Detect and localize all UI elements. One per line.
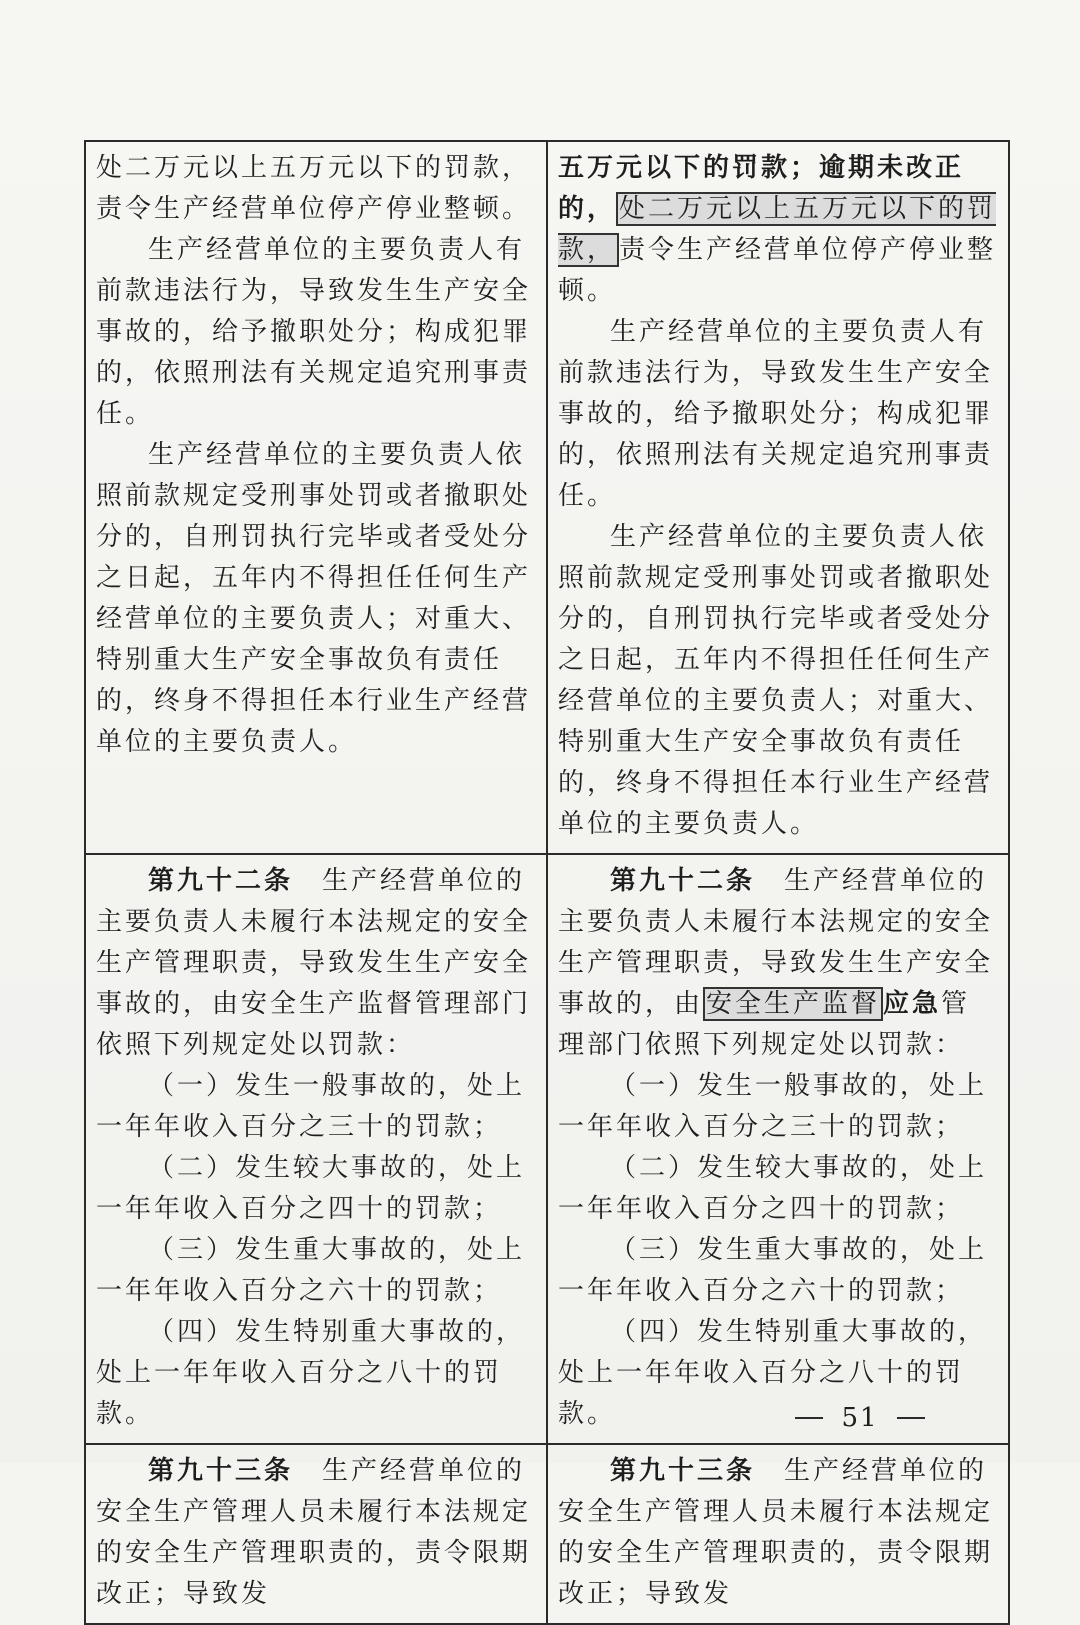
article-number: 第九十二条 (148, 866, 294, 896)
list-item: （三）发生重大事故的，处上一年年收入百分之六十的罚款； (96, 1235, 526, 1306)
paragraph (96, 1451, 536, 1615)
right-cell (547, 1444, 1009, 1624)
right-cell (547, 141, 1009, 854)
paragraph: 生产经营单位的主要负责人有前款违法行为，导致发生生产安全事故的，给予撤职处分；构成犯罪的，依照刑法有关规定追究刑事责任。 (96, 235, 532, 429)
paragraph (558, 1451, 998, 1615)
table-row (85, 1444, 1009, 1624)
left-cell (85, 854, 547, 1444)
paragraph: 生产经营单位的主要负责人有前款违法行为，导致发生生产安全事故的，给予撤职处分；构成犯罪的，依照刑法有关规定追究刑事责任。 (558, 317, 994, 511)
paragraph (558, 148, 998, 312)
left-cell (85, 141, 547, 854)
list-item: （四）发生特别重大事故的，处上一年年收入百分之八十的罚款。 (96, 1317, 526, 1429)
list-item: （二）发生较大事故的，处上一年年收入百分之四十的罚款； (96, 1153, 526, 1224)
plain-text: 管理部门依照下列规定处以罚款： (558, 989, 971, 1060)
paragraph: 生产经营单位的主要负责人依照前款规定受刑事处罚或者撤职处分的，自刑罚执行完毕或者受处分之日起，五年内不得担任任何生产经营单位的主要负责人；对重大、特别重大生产安全事故负有责任的，终身不得担任本行业生产经营单位的主要负责人。 (96, 440, 532, 757)
right-cell (547, 854, 1009, 1444)
list-item: （四）发生特别重大事故的，处上一年年收入百分之八十的罚款。 (558, 1317, 988, 1429)
bold-text: 应急 (883, 989, 942, 1019)
paragraph: 生产经营单位的主要负责人依照前款规定受刑事处罚或者撤职处分的，自刑罚执行完毕或者受处分之日起，五年内不得担任任何生产经营单位的主要负责人；对重大、特别重大生产安全事故负有责任的，终身不得担任本行业生产经营单位的主要负责人。 (558, 522, 994, 839)
plain-text: 生产经营单位的主要负责人未履行本法规定的安全生产管理职责，导致发生生产安全事故的，由 (558, 866, 994, 1019)
dash-left (795, 1417, 823, 1419)
bold-text: 五万元以下的罚款；逾期未改正的， (558, 153, 965, 224)
highlighted-text: 处二万元以上五万元以下的罚款， (558, 194, 997, 265)
paragraph (558, 861, 998, 1066)
left-cell (85, 1444, 547, 1624)
page-number: 51 (841, 1403, 879, 1433)
dash-right (897, 1417, 925, 1419)
highlighted-text: 安全生产监督 (703, 987, 883, 1021)
list-item: （三）发生重大事故的，处上一年年收入百分之六十的罚款； (558, 1235, 988, 1306)
list-item: （二）发生较大事故的，处上一年年收入百分之四十的罚款； (558, 1153, 988, 1224)
list-item: （一）发生一般事故的，处上一年年收入百分之三十的罚款； (96, 1071, 526, 1142)
plain-text: 责令生产经营单位停产停业整顿。 (558, 235, 997, 306)
article-number: 第九十三条 (148, 1456, 294, 1486)
article-number: 第九十三条 (610, 1456, 756, 1486)
paragraph: 处二万元以上五万元以下的罚款，责令生产经营单位停产停业整顿。 (96, 153, 532, 224)
article-number: 第九十二条 (610, 866, 756, 896)
table-row (85, 854, 1009, 1444)
plain-text: 生产经营单位的主要负责人未履行本法规定的安全生产管理职责，导致发生生产安全事故的，由安全生产监督管理部门依照下列规定处以罚款： (96, 866, 532, 1060)
plain-text: 生产经营单位的安全生产管理人员未履行本法规定的安全生产管理职责的，责令限期改正；导致发 (96, 1456, 532, 1609)
table-row (85, 141, 1009, 854)
paragraph (96, 861, 536, 1066)
plain-text: 生产经营单位的安全生产管理人员未履行本法规定的安全生产管理职责的，责令限期改正；导致发 (558, 1456, 994, 1609)
page-footer (780, 1398, 940, 1438)
list-item: （一）发生一般事故的，处上一年年收入百分之三十的罚款； (558, 1071, 988, 1142)
